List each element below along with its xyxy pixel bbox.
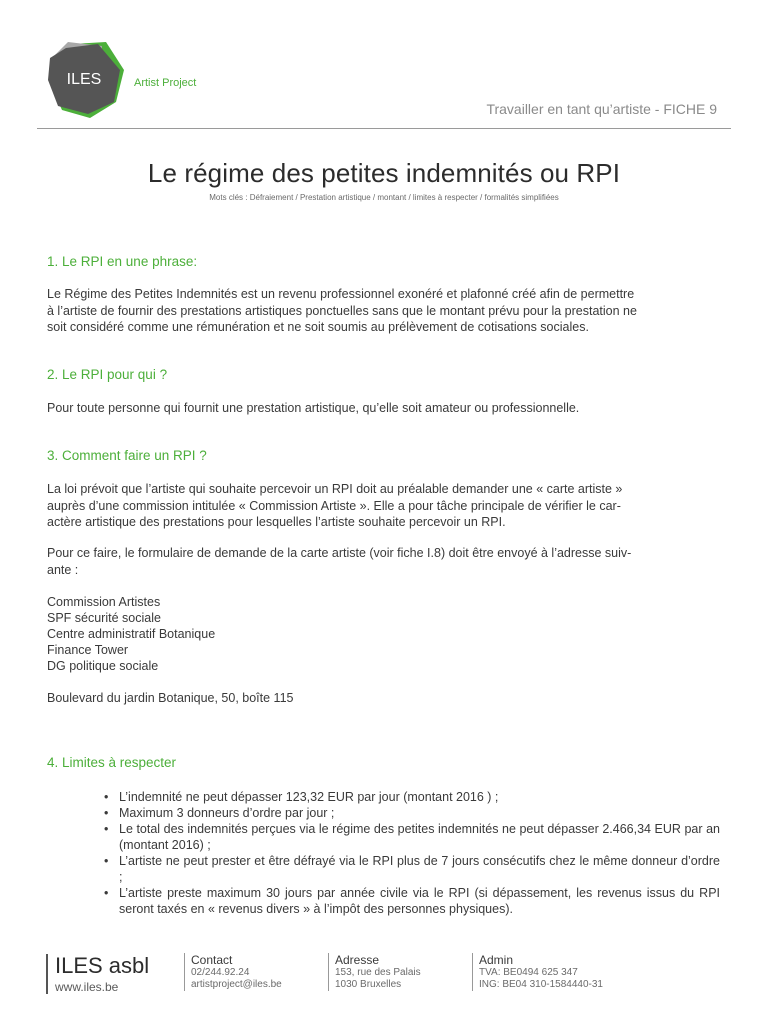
footer-address-heading: Adresse [335, 953, 380, 967]
paragraph-line: Le Régime des Petites Indemnités est un revenu professionnel exonéré et plafonné créé afin de permettre [47, 287, 635, 301]
address-line: Centre administratif Botanique [47, 627, 216, 641]
street-address: Boulevard du jardin Botanique, 50, boîte 115 [47, 691, 294, 705]
footer-address-line: 153, rue des Palais [335, 967, 421, 978]
logo-text: ILES [66, 71, 102, 88]
section-heading-2: 2. Le RPI pour qui ? [47, 367, 168, 382]
footer-address-line: 1030 Bruxelles [335, 979, 402, 990]
footer-admin-heading: Admin [479, 953, 514, 967]
paragraph-line: auprès d’une commission intitulée « Commission Artiste ». Elle a pour tâche principale de vérifier le car- [47, 498, 621, 513]
iles-logo [44, 40, 126, 120]
address-line: SPF sécurité sociale [47, 611, 161, 625]
document-title: Le régime des petites indemnités ou RPI [147, 158, 621, 188]
header-divider [37, 128, 731, 129]
paragraph-line: soit considéré comme une rémunération et ne soit soumis au prélèvement de cotisations sociales. [47, 320, 589, 334]
paragraph-line: ante : [47, 562, 79, 577]
address-line: DG politique sociale [47, 659, 159, 673]
footer-brand-name: ILES asbl [55, 953, 150, 978]
section-2-paragraph [47, 400, 720, 417]
footer-vat: TVA: BE0494 625 347 [479, 967, 578, 978]
footer-contact-heading: Contact [191, 953, 233, 967]
footer-phone: 02/244.92.24 [191, 967, 250, 978]
section-heading-3: 3. Comment faire un RPI ? [47, 448, 207, 463]
section-3-paragraph-2 [47, 545, 720, 578]
paragraph-line: Pour ce faire, le formulaire de demande de la carte artiste (voir fiche I.8) doit être envoyé à l’adresse suiv- [47, 546, 632, 560]
paragraph-line: La loi prévoit que l’artiste qui souhaite percevoir un RPI doit au préalable demander une « carte artiste » [47, 482, 623, 496]
list-item: • Maximum 3 donneurs d’ordre par jour ; [104, 805, 720, 821]
paragraph-line: actère artistique des prestations pour lesquelles l’artiste souhaite percevoir un RPI. [47, 515, 506, 529]
footer-contact [184, 953, 282, 991]
logo-subtitle: Artist Project [134, 77, 197, 89]
address-line: Commission Artistes [47, 595, 161, 609]
paragraph-line: Pour toute personne qui fournit une prestation artistique, qu’elle soit amateur ou professionnelle. [47, 401, 580, 415]
footer-bank: ING: BE04 310-1584440-31 [479, 979, 603, 990]
footer-website-link[interactable]: www.iles.be [55, 980, 119, 994]
paragraph-line: à l’artiste de fournir des prestations artistiques ponctuelles sans que le montant prévu pour la prestation ne [47, 303, 637, 318]
list-item: • Le total des indemnités perçues via le régime des petites indemnités ne peut dépasser 2.466,34 EUR par an (montant 2016) ; [104, 821, 720, 853]
footer-admin [472, 953, 603, 991]
footer-address [328, 953, 421, 991]
list-item: • L’indemnité ne peut dépasser 123,32 EUR par jour (montant 2016 ) ; [104, 789, 720, 805]
section-3-paragraph [47, 481, 720, 531]
section-heading-1: 1. Le RPI en une phrase: [47, 254, 198, 269]
list-item: • L’artiste ne peut prester et être défrayé via le RPI plus de 7 jours consécutifs chez le même donneur d’ordre ; [104, 853, 720, 885]
address-line: Finance Tower [47, 643, 129, 657]
footer-brand [46, 954, 149, 994]
section-heading-4: 4. Limites à respecter [47, 755, 177, 770]
commission-address [47, 594, 215, 674]
list-item: • L’artiste preste maximum 30 jours par année civile via le RPI (si dépassement, les revenus issus du RPI seront taxés en « revenus divers » à l’impôt des personnes physiques). [104, 885, 720, 917]
section-1-paragraph [47, 286, 720, 336]
limits-list [104, 789, 720, 917]
keywords: Mots clés : Défraiement / Prestation artistique / montant / limites à respecter / formalités simplifiées [209, 193, 559, 202]
fiche-label: Travailler en tant qu’artiste - FICHE 9 [486, 101, 717, 117]
footer-email-link[interactable]: artistproject@iles.be [191, 979, 282, 990]
